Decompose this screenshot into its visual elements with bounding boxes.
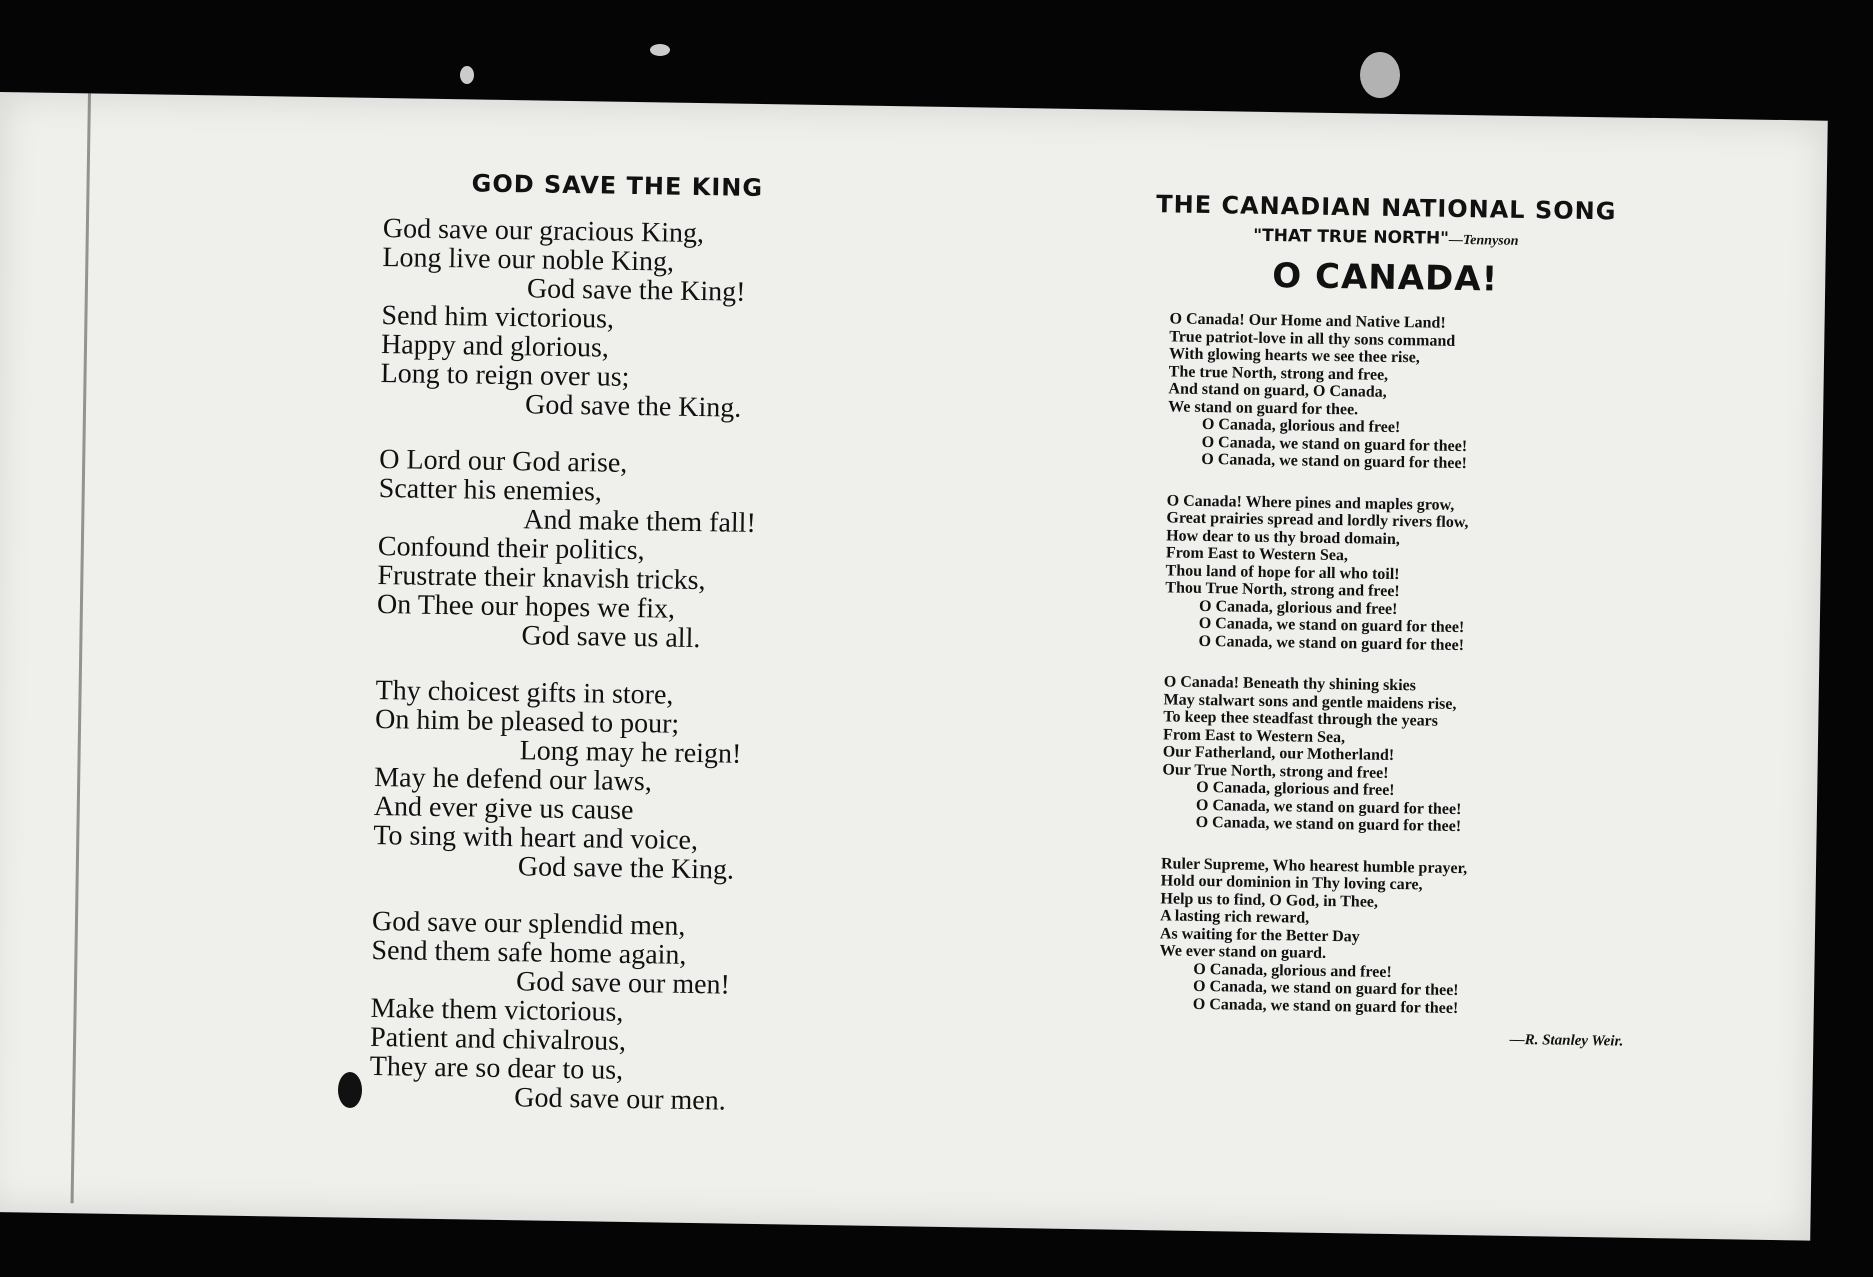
dust-speck [650, 44, 670, 56]
verse-line: O Canada, glorious and free! [1201, 415, 1401, 437]
verse-line: Send them safe home again, [371, 934, 687, 971]
verse-line: And ever give us cause [373, 790, 634, 827]
verse-line: O Canada, we stand on guard for thee! [1201, 433, 1468, 455]
verse-line: Ruler Supreme, Who hearest humble prayer, [1160, 854, 1468, 877]
verse-line: Great prairies spread and lordly rivers flow, [1166, 509, 1469, 532]
verse-line: On Thee our hopes we fix, [376, 588, 676, 625]
right-stanzas [1114, 310, 1645, 1020]
verse-line: Thy choicest gifts in store, [375, 674, 674, 711]
verse-line: We ever stand on guard. [1159, 942, 1327, 962]
fold-line [71, 93, 91, 1203]
dust-speck [1360, 52, 1400, 98]
verse-line: God save the King. [517, 851, 735, 886]
verse-line: How dear to us thy broad domain, [1166, 526, 1400, 548]
god-save-the-king-page [369, 168, 944, 1147]
verse-line: God save the King. [524, 389, 742, 424]
verse-line: Long may he reign! [519, 735, 742, 770]
ink-blot [338, 1072, 362, 1108]
verse-line: O Canada, glorious and free! [1198, 597, 1398, 618]
verse-line: With glowing hearts we see thee rise, [1168, 345, 1420, 367]
left-stanzas [369, 214, 943, 1119]
verse-line: To keep thee steadfast through the years [1163, 708, 1439, 730]
dust-speck [460, 66, 474, 84]
verse-line: O Canada, we stand on guard for thee! [1192, 995, 1459, 1017]
verse-line: O Canada! Where pines and maples grow, [1166, 491, 1455, 514]
verse-line: O Canada, we stand on guard for thee! [1195, 796, 1462, 818]
verse-line: To sing with heart and voice, [373, 819, 699, 857]
verse-line: O Canada, we stand on guard for thee! [1195, 813, 1462, 836]
verse-line: May he defend our laws, [374, 761, 653, 798]
verse-line: O Canada, we stand on guard for thee! [1198, 632, 1465, 654]
verse-line: Long live our noble King, [382, 242, 675, 278]
o-canada-page [1113, 190, 1646, 1051]
verse-line: Thou True North, strong and free! [1165, 579, 1400, 601]
verse-line: Long to reign over us; [380, 358, 630, 393]
verse-line: As waiting for the Better Day [1159, 924, 1360, 945]
stanza [380, 214, 943, 426]
verse-line: On him be pleased to pour; [374, 703, 680, 740]
verse-line: God save our men. [514, 1082, 726, 1117]
verse-line: God save our gracious King, [382, 213, 705, 250]
verse-line: Patient and chivalrous, [369, 1021, 627, 1057]
verse-line: O Canada! Beneath thy shining skies [1163, 673, 1417, 695]
verse-line: A lasting rich reward, [1160, 907, 1310, 927]
verse-line: May stalwart sons and gentle maidens rise, [1163, 690, 1457, 713]
verse-line: God save us all. [521, 620, 701, 655]
booklet-spread [0, 92, 1828, 1241]
verse-line: O Lord our God arise, [379, 444, 628, 479]
verse-line: True patriot-love in all thy sons command [1169, 327, 1456, 350]
song-heading: O CANADA! [1272, 256, 1499, 300]
verse-line: Scatter his enemies, [378, 473, 603, 508]
verse-line: From East to Western Sea, [1165, 544, 1349, 565]
author-signature: —R. Stanley Weir. [1509, 1031, 1624, 1050]
verse-line: O Canada, glorious and free! [1193, 960, 1392, 981]
stanza [376, 445, 939, 657]
verse-line: God save our men! [515, 966, 731, 1001]
verse-line: God save the King! [526, 273, 746, 308]
verse-line: And stand on guard, O Canada, [1168, 380, 1387, 401]
verse-line: Frustrate their knavish tricks, [377, 559, 706, 597]
stanza [1167, 310, 1644, 475]
stanza [1159, 855, 1636, 1020]
verse-line: Help us to find, O God, in Thee, [1160, 889, 1379, 911]
verse-line: O Canada! Our Home and Native Land! [1169, 310, 1446, 332]
stanza [1162, 673, 1639, 838]
verse-line: And make them fall! [523, 504, 757, 539]
verse-line: From East to Western Sea, [1162, 725, 1346, 746]
song-subtitle [1126, 224, 1646, 252]
verse-line: O Canada, we stand on guard for thee! [1192, 977, 1459, 1000]
verse-line: They are so dear to us, [369, 1050, 624, 1086]
stanza [1164, 492, 1641, 657]
verse-line: Happy and glorious, [380, 329, 610, 364]
subtitle-text: "THAT TRUE NORTH" [1253, 225, 1450, 249]
stanza [369, 907, 932, 1119]
verse-line: Our Fatherland, our Motherland! [1162, 743, 1395, 764]
verse-line: The true North, strong and free, [1168, 362, 1389, 384]
song-title: THE CANADIAN NATIONAL SONG [1156, 190, 1617, 226]
page-title: GOD SAVE THE KING [471, 169, 764, 202]
subtitle-attribution: —Tennyson [1448, 232, 1519, 249]
verse-line: Our True North, strong and free! [1162, 760, 1389, 782]
verse-line: O Canada, we stand on guard for thee! [1201, 450, 1467, 473]
verse-line: Thou land of hope for all who toil! [1165, 561, 1400, 583]
verse-line: Hold our dominion in Thy loving care, [1160, 872, 1423, 894]
verse-line: God save our splendid men, [371, 905, 686, 942]
verse-line: Confound their politics, [377, 530, 645, 567]
verse-line: O Canada, glorious and free! [1196, 778, 1395, 799]
verse-line: O Canada, we stand on guard for thee! [1198, 614, 1465, 637]
verse-line: We stand on guard for thee. [1168, 397, 1359, 418]
stanza [373, 676, 936, 888]
verse-line: Send him victorious, [381, 300, 615, 335]
verse-line: Make them victorious, [370, 992, 624, 1028]
